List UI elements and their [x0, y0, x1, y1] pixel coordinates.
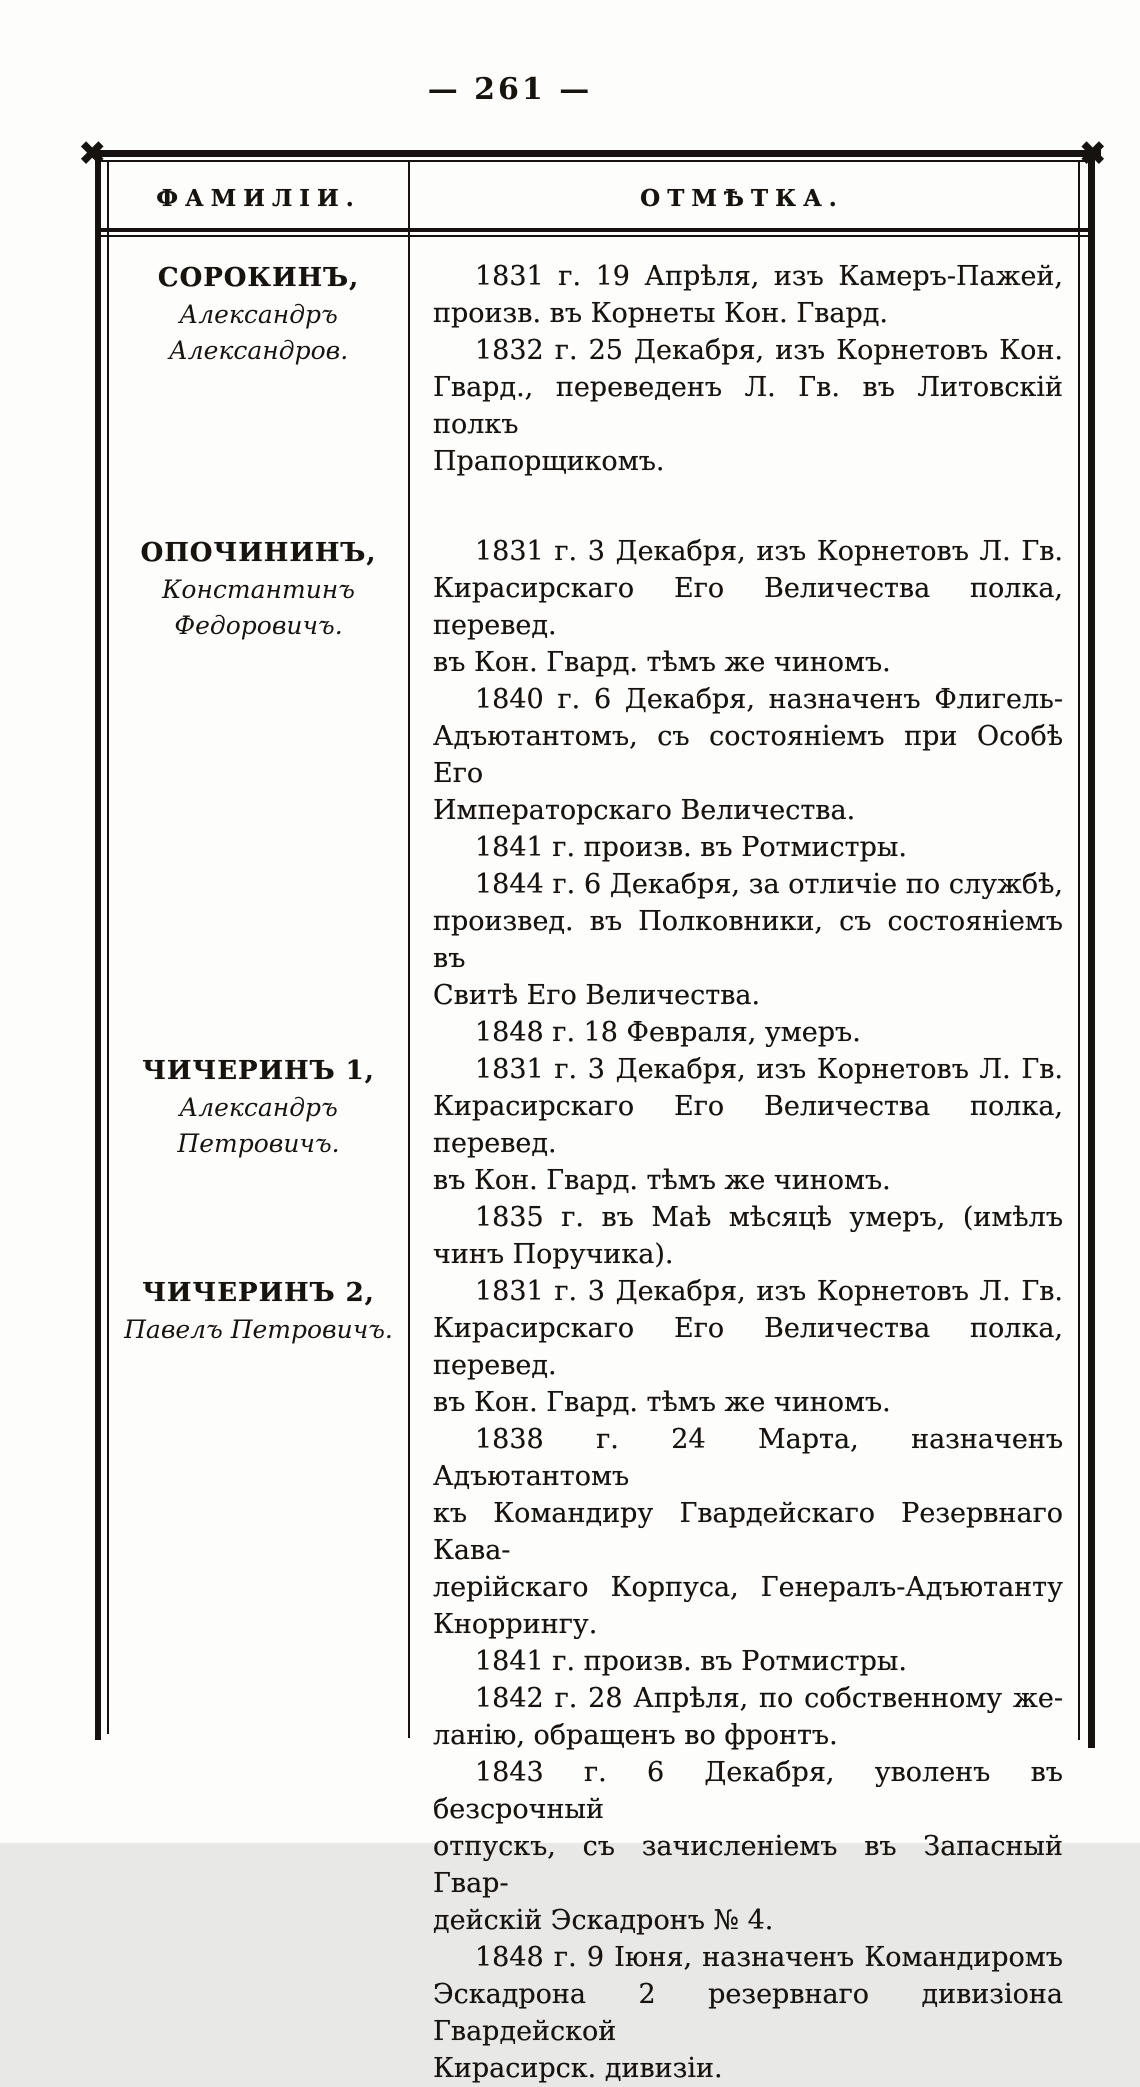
note-line: Кирасирскаго Его Величества полка, перевед.	[433, 573, 1063, 641]
note-line: 1831 г. 3 Декабря, изъ Корнетовъ Л. Гв.	[475, 1276, 1063, 1307]
name-cell	[109, 258, 408, 533]
patronymic: Константинъ Федоровичъ.	[162, 575, 355, 640]
note-line: 1831 г. 3 Декабря, изъ Корнетовъ Л. Гв.	[475, 1054, 1063, 1085]
name-cell	[109, 1273, 408, 2087]
table-right-border-inner	[1078, 162, 1080, 1740]
table-left-border	[95, 152, 101, 1740]
note-line: чинъ Поручика).	[433, 1239, 674, 1270]
note-line: Кирасирскаго Его Величества полка, перевед.	[433, 1313, 1063, 1381]
note-line: 1838 г. 24 Марта, назначенъ Адъютантомъ	[433, 1424, 1063, 1492]
note-line: лерійскаго Корпуса, Генералъ-Адъютанту	[433, 1572, 1063, 1603]
note-line: произв. въ Корнеты Кон. Гвард.	[433, 298, 888, 329]
note-line: 1840 г. 6 Декабря, назначенъ Флигель-	[475, 684, 1063, 715]
notes-cell	[408, 258, 1076, 533]
table-header-row	[109, 150, 1076, 230]
note-line: отпускъ, съ зачисленіемъ въ Запасный Гвар-	[433, 1831, 1063, 1899]
note-line: Кноррингу.	[433, 1609, 598, 1640]
note-line: произвед. въ Полковники, съ состояніемъ въ	[433, 906, 1063, 974]
note-line: Адъютантомъ, съ состояніемъ при Особѣ Его	[433, 721, 1063, 789]
page-number: — 261 —	[427, 72, 593, 107]
note-line: 1844 г. 6 Декабря, за отличіе по службѣ,	[475, 869, 1063, 900]
note-line: Прапорщикомъ.	[433, 446, 665, 477]
note-paragraph	[433, 1014, 1063, 1051]
patronymic: Александръ Петровичъ.	[177, 1093, 340, 1158]
note-line: дейскій Эскадронъ № 4.	[433, 1905, 774, 1936]
note-line: ланію, обращенъ во фронтъ.	[433, 1720, 838, 1751]
note-paragraph	[433, 866, 1063, 1014]
note-line: Императорскаго Величества.	[433, 795, 856, 826]
note-line: въ Кон. Гвард. тѣмъ же чиномъ.	[433, 1165, 891, 1196]
table-content	[109, 150, 1076, 2084]
table-row	[109, 230, 1076, 533]
note-paragraph	[433, 1754, 1063, 1939]
table-row	[109, 1051, 1076, 1273]
notes-cell	[408, 1051, 1076, 1273]
note-paragraph	[433, 1939, 1063, 2087]
corner-star-icon-right: ✖	[1078, 134, 1107, 174]
table-row	[109, 1273, 1076, 2087]
note-paragraph	[433, 1643, 1063, 1680]
note-paragraph	[433, 258, 1063, 332]
note-paragraph	[433, 681, 1063, 829]
note-paragraph	[433, 533, 1063, 681]
surname: ОПОЧИНИНЪ,	[140, 538, 377, 568]
patronymic: Александръ Александров.	[168, 300, 349, 365]
note-paragraph	[433, 332, 1063, 480]
note-line: 1848 г. 18 Февраля, умеръ.	[475, 1017, 861, 1048]
note-line: 1835 г. въ Маѣ мѣсяцѣ умеръ, (имѣлъ	[475, 1202, 1063, 1233]
name-cell	[109, 533, 408, 1051]
note-paragraph	[433, 1051, 1063, 1199]
note-line: 1841 г. произв. въ Ротмистры.	[475, 832, 907, 863]
note-line: 1831 г. 3 Декабря, изъ Корнетовъ Л. Гв.	[475, 536, 1063, 567]
surname: ЧИЧЕРИНЪ 2,	[142, 1278, 375, 1308]
note-line: Свитѣ Его Величества.	[433, 980, 761, 1011]
corner-star-icon-left: ✖	[78, 134, 107, 174]
notes-column-header: ОТМѢТКА.	[640, 184, 844, 212]
note-paragraph	[433, 1273, 1063, 1421]
surname: ЧИЧЕРИНЪ 1,	[142, 1056, 375, 1086]
note-line: къ Командиру Гвардейскаго Резервнаго Кава-	[433, 1498, 1063, 1566]
name-cell	[109, 1051, 408, 1273]
register-table	[78, 134, 1107, 2084]
patronymic: Павелъ Петровичъ.	[124, 1315, 393, 1344]
note-line: 1841 г. произв. въ Ротмистры.	[475, 1646, 907, 1677]
note-paragraph	[433, 829, 1063, 866]
surname: СОРОКИНЪ,	[157, 263, 360, 293]
note-line: 1843 г. 6 Декабря, уволенъ въ безсрочный	[433, 1757, 1063, 1825]
note-paragraph	[433, 1680, 1063, 1754]
note-paragraph	[433, 1421, 1063, 1643]
note-line: Гвард., переведенъ Л. Гв. въ Литовскій полкъ	[433, 372, 1063, 440]
names-column-header: ФАМИЛІИ.	[156, 184, 361, 212]
note-line: 1831 г. 19 Апрѣля, изъ Камеръ-Пажей,	[475, 261, 1063, 292]
note-line: Эскадрона 2 резервнаго дивизіона Гвардейской	[433, 1979, 1063, 2047]
note-line: 1848 г. 9 Іюня, назначенъ Командиромъ	[475, 1942, 1063, 1973]
table-row	[109, 533, 1076, 1051]
note-line: въ Кон. Гвард. тѣмъ же чиномъ.	[433, 647, 891, 678]
note-paragraph	[433, 1199, 1063, 1273]
note-line: Кирасирск. дивизіи.	[433, 2053, 723, 2084]
note-line: 1842 г. 28 Апрѣля, по собственному же-	[475, 1683, 1063, 1714]
note-line: 1832 г. 25 Декабря, изъ Корнетовъ Кон.	[475, 335, 1063, 366]
note-line: Кирасирскаго Его Величества полка, перевед.	[433, 1091, 1063, 1159]
notes-cell	[408, 533, 1076, 1051]
notes-cell	[408, 1273, 1076, 2087]
note-line: въ Кон. Гвард. тѣмъ же чиномъ.	[433, 1387, 891, 1418]
table-right-border	[1088, 152, 1095, 1748]
